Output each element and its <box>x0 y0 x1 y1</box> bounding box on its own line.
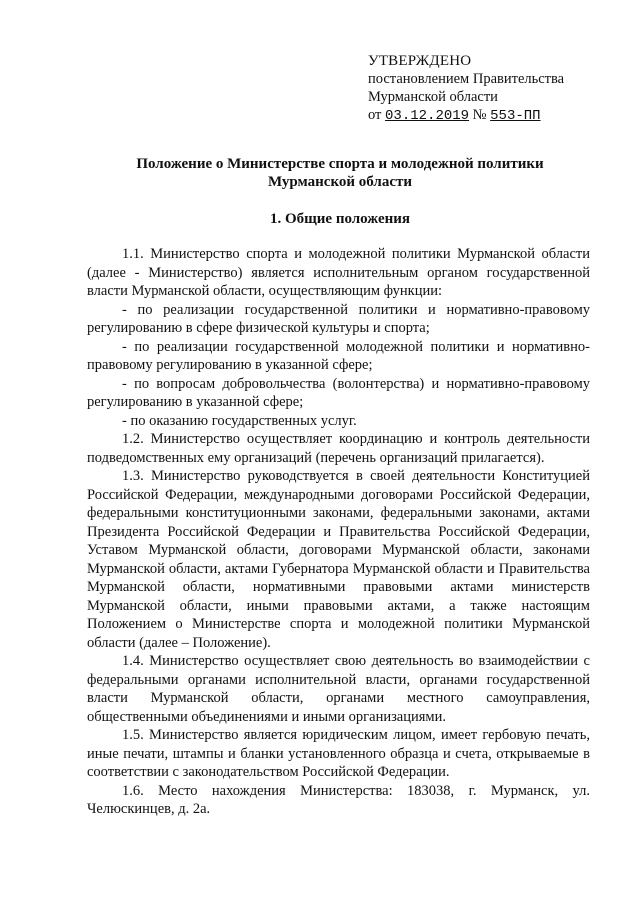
approval-line-2: Мурманской области <box>368 89 498 105</box>
document-body <box>87 245 590 819</box>
paragraph-1-1: 1.1. Министерство спорта и молодежной политики Мурманской области (далее - Министерство) является исполнительным органом государственной власти Мурманской области, осуществляющим функции: <box>87 246 590 299</box>
paragraph-1-3: 1.3. Министерство руководствуется в своей деятельности Конституцией Российской Федерации, международными договорами Российской Федерации, федеральными конституционными законами, федеральными законами, актами Президента Российской Федерации и Правительства Российской Федерации, Уставом Мурманской области, договорами Мурманской области, законами Мурманской области, актами Губернатора Мурманской области и Правительства Мурманской области, нормативными правовыми актами министерств Мурманской области, иными правовыми актами, а также настоящим Положением о Министерстве спорта и молодежной политики Мурманской области (далее – Положение). <box>87 468 590 651</box>
number-sign: № <box>472 107 487 123</box>
date-prefix: от <box>368 107 382 123</box>
function-item-1: - по реализации государственной политики и нормативно-правовому регулированию в сфере физической культуры и спорта; <box>87 301 590 336</box>
function-item-3: - по вопросам добровольчества (волонтерства) и нормативно-правовому регулированию в указанной сфере; <box>87 375 590 410</box>
paragraph-1-5: 1.5. Министерство является юридическим лицом, имеет гербовую печать, иные печати, штампы и бланки установленного образца и счета, открываемые в соответствии с законодательством Российской Федерации. <box>87 727 590 780</box>
title-line-2: Мурманской области <box>267 174 413 190</box>
section-heading: 1. Общие положения <box>269 211 411 227</box>
document-title <box>90 155 590 191</box>
approval-number: 553-ПП <box>490 108 541 124</box>
approval-heading: УТВЕРЖДЕНО <box>368 53 472 69</box>
approval-stamp <box>368 52 564 125</box>
title-line-1: Положение о Министерстве спорта и молодежной политики <box>136 156 544 172</box>
approval-date-line <box>368 106 564 125</box>
paragraph-1-2: 1.2. Министерство осуществляет координацию и контроль деятельности подведомственных ему организаций (перечень организаций прилагается). <box>87 431 590 466</box>
paragraph-1-6: 1.6. Место нахождения Министерства: 183038, г. Мурманск, ул. Челюскинцев, д. 2а. <box>87 782 590 817</box>
function-item-2: - по реализации государственной молодежной политики и нормативно-правовому регулированию в указанной сфере; <box>87 338 590 373</box>
function-item-4: - по оказанию государственных услуг. <box>122 412 357 429</box>
approval-date: 03.12.2019 <box>385 108 470 124</box>
paragraph-1-4: 1.4. Министерство осуществляет свою деятельность во взаимодействии с федеральными органами исполнительной власти, органами государственной власти Мурманской области, органами местного самоуправления, общественными объединениями и иными организациями. <box>87 653 590 725</box>
approval-line-1: постановлением Правительства <box>368 71 565 87</box>
